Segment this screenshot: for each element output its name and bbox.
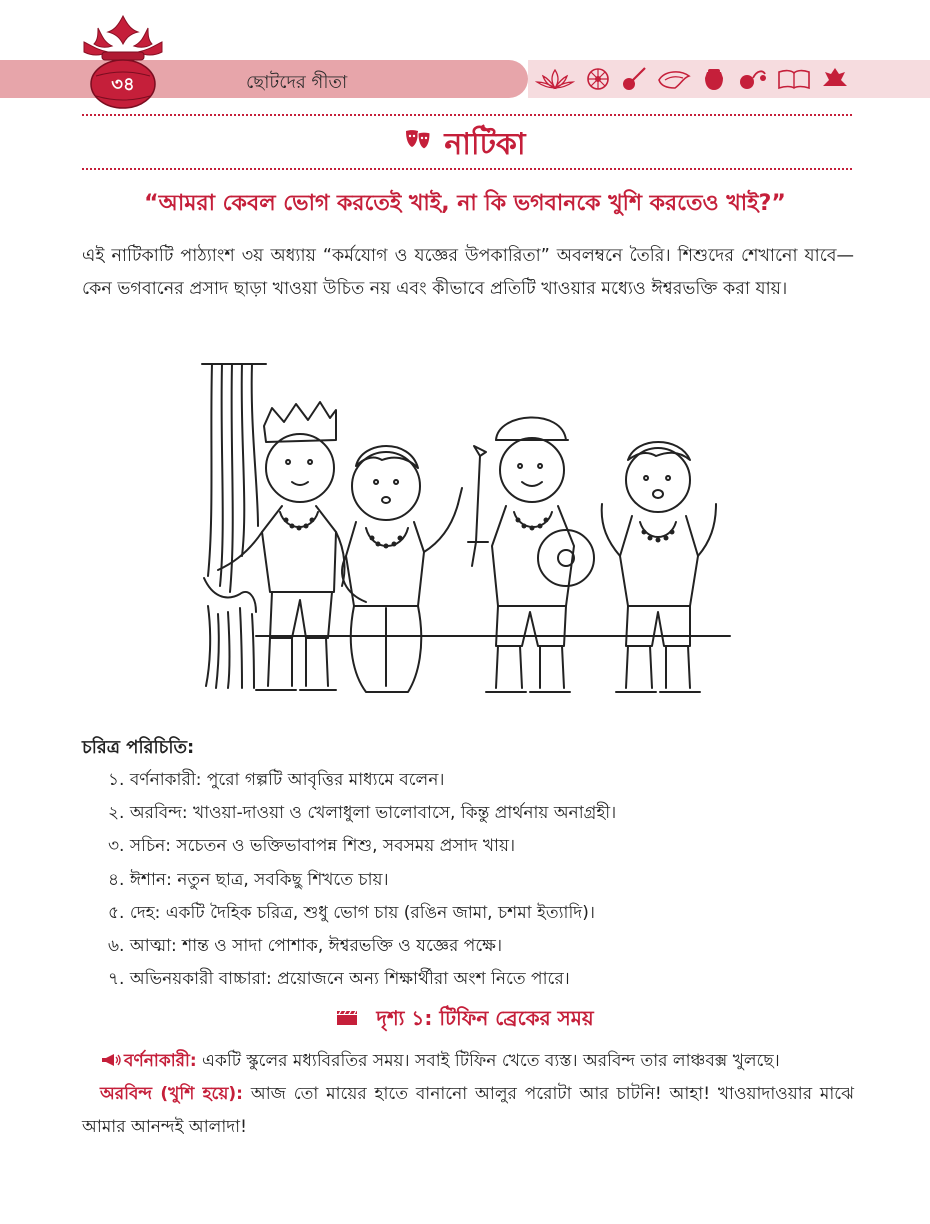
chakra-icon [585,66,611,92]
narrator-line [82,1045,854,1078]
speaker-label: অরবিন্দ (খুশি হয়ে): [100,1084,243,1104]
page-number: ৩৪ [111,74,135,95]
list-item: ৩. সচিন: সচেতন ও ভক্তিভাবাপন্ন শিশু, সবসময় প্রসাদ খায়। [108,836,516,857]
drama-mask-icon [404,127,432,151]
arobindo-line [82,1078,854,1144]
mace-icon [621,66,647,92]
four-children-stage-illustration [196,356,736,708]
clapperboard-icon [336,1010,358,1026]
list-item: ৫. দেহ: একটি দৈহিক চরিত্র, শুধু ভোগ চায় (রঙিন জামা, চশমা ইত্যাদি)। [108,902,595,923]
speaker-label: বর্ণনাকারী: [124,1051,197,1071]
character-list [108,764,868,996]
divider-top [82,114,852,116]
characters-heading: চরিত্র পরিচিতি: [82,737,195,758]
header-decor-icons [535,62,925,96]
list-item: ৪. ঈশান: নতুন ছাত্র, সবকিছু শিখতে চায়। [108,869,389,890]
lead-quote: “আমরা কেবল ভোগ করতেই খাই, না কি ভগবানকে খুশি করতেও খাই?” [144,191,786,216]
scene-heading [0,1004,930,1037]
list-item: ৬. আত্মা: শান্ত ও সাদা পোশাক, ঈশ্বরভক্তি ও যজ্ঞের পক্ষে। [108,936,503,957]
dialogue-text: একটি স্কুলের মধ্যবিরতির সময়। সবাই টিফিন খেতে ব্যস্ত। অরবিন্দ তার লাঞ্চবক্স খুলছে। [196,1051,780,1071]
pot-icon [701,66,727,92]
section-title-text: নাটিকা [444,127,526,162]
deity-icon [821,66,849,92]
section-title [0,120,930,171]
book-icon [777,68,811,90]
flower-icon [737,66,767,92]
list-item: ৭. অভিনয়কারী বাচ্চারা: প্রয়োজনে অন্য শিক্ষার্থীরা অংশ নিতে পারে। [108,969,570,990]
book-title: ছোটদের গীতা [246,72,348,93]
list-item: ২. অরবিন্দ: খাওয়া-দাওয়া ও খেলাধুলা ভালোবাসে, কিন্তু প্রার্থনায় অনাগ্রহী। [108,803,617,824]
lotus-icon [535,68,575,90]
megaphone-icon [100,1052,122,1068]
intro-paragraph: এই নাটিকাটি পাঠ্যাংশ ৩য় অধ্যায় “কর্মযোগ ও যজ্ঞের উপকারিতা” অবলম্বনে তৈরি। শিশুদের শেখানো যাবে—কেন ভগবানের প্রসাদ ছাড়া খাওয়া উচিত নয় এবং কীভাবে প্রতিটি খাওয়ার মধ্যেও ঈশ্বরভক্তি করা যায়। [82,246,854,299]
conch-icon [657,68,691,90]
scene-title: দৃশ্য ১: টিফিন ব্রেকের সময় [376,1006,594,1030]
list-item: ১. বর্ণনাকারী: পুরো গল্পটি আবৃত্তির মাধ্যমে বলেন। [108,770,445,790]
divider-bottom [82,168,852,170]
dialogue-text: আজ তো মায়ের হাতে বানানো আলুর পরোটা আর চাটনি! আহা! খাওয়াদাওয়ার মাঝে আমার আনন্দই আলাদা! [82,1084,854,1137]
